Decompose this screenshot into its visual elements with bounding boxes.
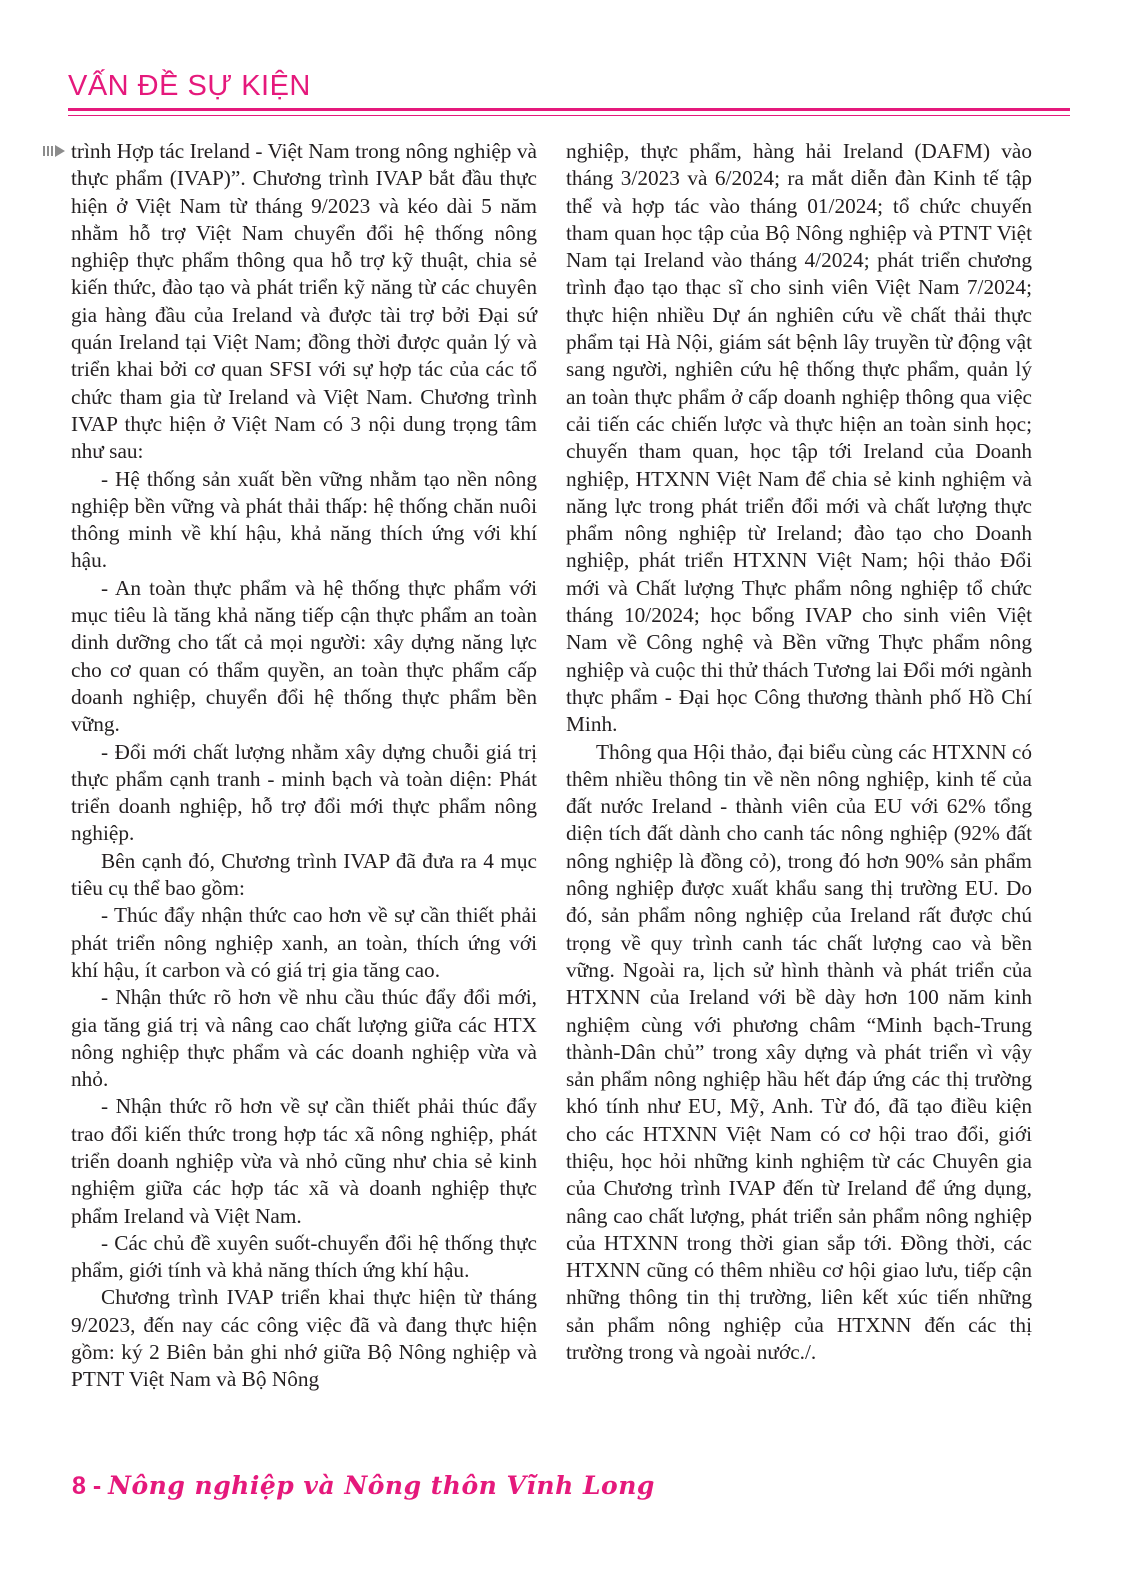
bullet-paragraph: - Đổi mới chất lượng nhằm xây dựng chuỗi giá trị thực phẩm cạnh tranh - minh bạch và toàn diện: Phát triển doanh nghiệp, hỗ trợ đổi mới thực phẩm nông nghiệp. xyxy=(71,739,537,846)
footer-separator: - xyxy=(85,1472,109,1500)
bullet-paragraph: - Thúc đẩy nhận thức cao hơn về sự cần thiết phải phát triển nông nghiệp xanh, an toàn, thích ứng với khí hậu, ít carbon và có giá trị gia tăng cao. xyxy=(71,903,537,982)
paragraph: Bên cạnh đó, Chương trình IVAP đã đưa ra 4 mục tiêu cụ thể bao gồm: xyxy=(71,848,537,901)
article-column-left xyxy=(71,138,537,1394)
bullet-paragraph: - Hệ thống sản xuất bền vững nhằm tạo nền nông nghiệp bền vững và phát thải thấp: hệ thống chăn nuôi thông minh về khí hậu, khả năng thích ứng với khí hậu. xyxy=(71,466,537,573)
header-rule-thin xyxy=(68,115,1070,116)
paragraph: nghiệp, thực phẩm, hàng hải Ireland (DAFM) vào tháng 3/2023 và 6/2024; ra mắt diễn đàn Kinh tế tập thể và hợp tác vào tháng 01/2024; tổ chức chuyến tham quan học tập của Bộ Nông nghiệp và PTNT Việt Nam tại Ireland vào tháng 4/2024; phát triển chương trình đạo tạo thạc sĩ cho sinh viên Việt Nam 7/2024; thực hiện nhiều Dự án nghiên cứu về chất thải thực phẩm tại Hà Nội, giám sát bệnh lây truyền từ động vật sang người, nghiên cứu hệ thống thực phẩm, quản lý an toàn thực phẩm ở cấp doanh nghiệp thông qua việc cải tiến các chiến lược và thực hiện an toàn sinh học; chuyến tham quan, học tập tới Ireland của Doanh nghiệp, HTXNN Việt Nam để chia sẻ kinh nghiệm và năng lực trong phát triển đổi mới và chất lượng thực phẩm nông nghiệp từ Ireland; đào tạo cho Doanh nghiệp, phát triển HTXNN Việt Nam; hội thảo Đổi mới và Chất lượng Thực phẩm nông nghiệp tổ chức tháng 10/2024; học bổng IVAP cho sinh viên Việt Nam về Công nghệ và Bền vững Thực phẩm nông nghiệp và cuộc thi thử thách Tương lai Đổi mới ngành thực phẩm - Đại học Công thương thành phố Hồ Chí Minh. xyxy=(566,139,1032,737)
arrow-right-icon xyxy=(43,142,69,160)
header-rule-thick xyxy=(68,108,1070,111)
bullet-paragraph: - An toàn thực phẩm và hệ thống thực phẩm với mục tiêu là tăng khả năng tiếp cận thực phẩm an toàn dinh dưỡng cho tất cả mọi người: xây dựng năng lực cho cơ quan có thẩm quyền, an toàn thực phẩm cấp doanh nghiệp, chuyển đổi hệ thống thực phẩm bền vững. xyxy=(71,575,537,737)
bullet-paragraph: - Các chủ đề xuyên suốt-chuyển đổi hệ thống thực phẩm, giới tính và khả năng thích ứng khí hậu. xyxy=(71,1230,537,1283)
section-title: VẤN ĐỀ SỰ KIỆN xyxy=(68,70,311,102)
page-footer xyxy=(72,1471,655,1501)
page-number: 8 xyxy=(72,1472,86,1500)
magazine-name: Nông nghiệp và Nông thôn Vĩnh Long xyxy=(108,1471,655,1500)
paragraph: trình Hợp tác Ireland - Việt Nam trong nông nghiệp và thực phẩm (IVAP)”. Chương trình IVAP bắt đầu thực hiện ở Việt Nam từ tháng 9/2023 và kéo dài 5 năm nhằm hỗ trợ Việt Nam chuyển đổi hệ thống nông nghiệp thực phẩm thông qua hỗ trợ kỹ thuật, chia sẻ kiến thức, đào tạo và phát triển kỹ năng từ các chuyên gia hàng đầu của Ireland và được tài trợ bởi Đại sứ quán Ireland tại Việt Nam; đồng thời được quản lý và triển khai bởi cơ quan SFSI với sự hợp tác của các tổ chức tham gia từ Ireland và Việt Nam. Chương trình IVAP thực hiện ở Việt Nam có 3 nội dung trọng tâm như sau: xyxy=(71,139,537,464)
bullet-paragraph: - Nhận thức rõ hơn về nhu cầu thúc đẩy đổi mới, gia tăng giá trị và nâng cao chất lượng giữa các HTX nông nghiệp thực phẩm và các doanh nghiệp vừa và nhỏ. xyxy=(71,985,537,1092)
article-column-right xyxy=(566,138,1032,1366)
paragraph: Thông qua Hội thảo, đại biểu cùng các HTXNN có thêm nhiều thông tin về nền nông nghiệp, kinh tế của đất nước Ireland - thành viên của EU với 62% tổng diện tích đất dành cho canh tác nông nghiệp (92% đất nông nghiệp là đồng cỏ), trong đó hơn 90% sản phẩm nông nghiệp được xuất khẩu sang thị trường EU. Do đó, sản phẩm nông nghiệp của Ireland rất được chú trọng về quy trình canh tác chất lượng cao và bền vững. Ngoài ra, lịch sử hình thành và phát triển của HTXNN của Ireland với bề dày hơn 100 năm kinh nghiệm cùng với phương châm “Minh bạch-Trung thành-Dân chủ” trong xây dựng và phát triển vì vậy sản phẩm nông nghiệp hầu hết đáp ứng các thị trường khó tính như EU, Mỹ, Anh. Từ đó, đã tạo điều kiện cho các HTXNN Việt Nam có cơ hội trao đổi, giới thiệu, học hỏi những kinh nghiệm từ các Chuyên gia của Chương trình IVAP đến từ Ireland để ứng dụng, nâng cao chất lượng, phát triển sản phẩm nông nghiệp của HTXNN trong thời gian sắp tới. Đồng thời, các HTXNN cũng có thêm nhiều cơ hội giao lưu, tiếp cận những thông tin thị trường, liên kết xúc tiến những sản phẩm nông nghiệp của HTXNN đến các thị trường trong và ngoài nước./. xyxy=(566,739,1032,1365)
bullet-paragraph: - Nhận thức rõ hơn về sự cần thiết phải thúc đẩy trao đổi kiến thức trong hợp tác xã nông nghiệp, phát triển doanh nghiệp vừa và nhỏ cũng như chia sẻ kinh nghiệm giữa các hợp tác xã và doanh nghiệp thực phẩm Ireland và Việt Nam. xyxy=(71,1094,537,1228)
paragraph: Chương trình IVAP triển khai thực hiện từ tháng 9/2023, đến nay các công việc đã và đang thực hiện gồm: ký 2 Biên bản ghi nhớ giữa Bộ Nông nghiệp và PTNT Việt Nam và Bộ Nông xyxy=(71,1285,537,1392)
